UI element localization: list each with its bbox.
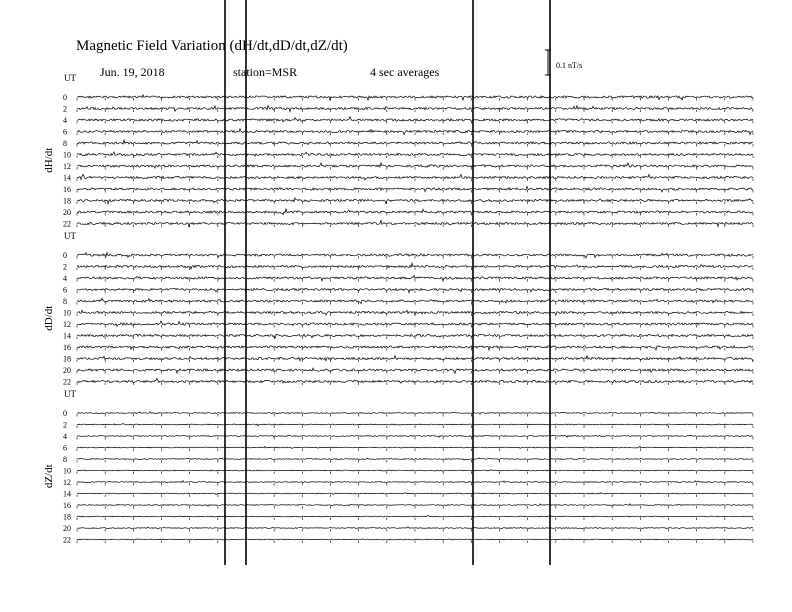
row-label: 22 [63,219,71,229]
trace-line [77,539,753,541]
time-axis-label: UT [64,389,76,399]
row-label: 2 [63,420,67,430]
trace-line [77,412,753,415]
row-label: 18 [63,196,71,206]
row-label: 8 [63,139,67,148]
row-label: 6 [63,285,67,295]
row-label: 8 [63,297,67,306]
row-label: 12 [63,478,71,487]
row-label: 10 [63,308,71,318]
row-label: 20 [63,524,71,533]
row-label: 20 [63,208,71,217]
panel-ylabel: dD/dt [43,305,55,331]
row-label: 12 [63,320,71,329]
row-label: 18 [63,354,71,364]
averaging-label: 4 sec averages [370,65,440,79]
row-label: 14 [63,489,71,499]
trace-line [77,152,753,156]
row-label: 22 [63,377,71,387]
trace-line [77,446,753,448]
trace-line [77,117,753,122]
row-label: 12 [63,162,71,171]
row-label: 4 [63,274,67,283]
row-label: 18 [63,512,71,522]
date-label: Jun. 19, 2018 [100,65,165,79]
row-label: 10 [63,150,71,160]
scale-bar-label: 0.1 nT/s [556,61,583,70]
row-label: 10 [63,466,71,476]
row-label: 0 [63,409,67,418]
row-label: 6 [63,127,67,137]
trace-line [77,140,753,144]
row-label: 22 [63,535,71,545]
row-label: 16 [63,185,71,194]
trace-line [77,470,753,471]
row-label: 14 [63,331,71,341]
station-label: station=MSR [233,65,298,79]
row-label: 14 [63,173,71,183]
row-label: 0 [63,251,67,260]
trace-line [77,378,753,383]
row-label: 6 [63,443,67,453]
trace-line [77,504,753,507]
trace-line [77,481,753,483]
row-label: 8 [63,455,67,464]
panel-ylabel: dZ/dt [43,464,55,489]
trace-line [77,424,753,426]
chart-title: Magnetic Field Variation (dH/dt,dD/dt,dZ/dt) [76,38,348,54]
row-label: 20 [63,366,71,375]
panel-ylabel: dH/dt [43,147,55,173]
row-label: 4 [63,432,67,441]
time-axis-label: UT [64,231,76,241]
row-label: 0 [63,93,67,102]
row-label: 16 [63,343,71,352]
row-label: 16 [63,501,71,510]
trace-line [77,527,753,529]
trace-line [77,458,753,460]
row-label: 4 [63,116,67,125]
row-label: 2 [63,262,67,272]
row-label: 2 [63,104,67,114]
trace-line [77,493,753,495]
time-axis-label: UT [64,73,76,83]
trace-line [77,515,753,517]
